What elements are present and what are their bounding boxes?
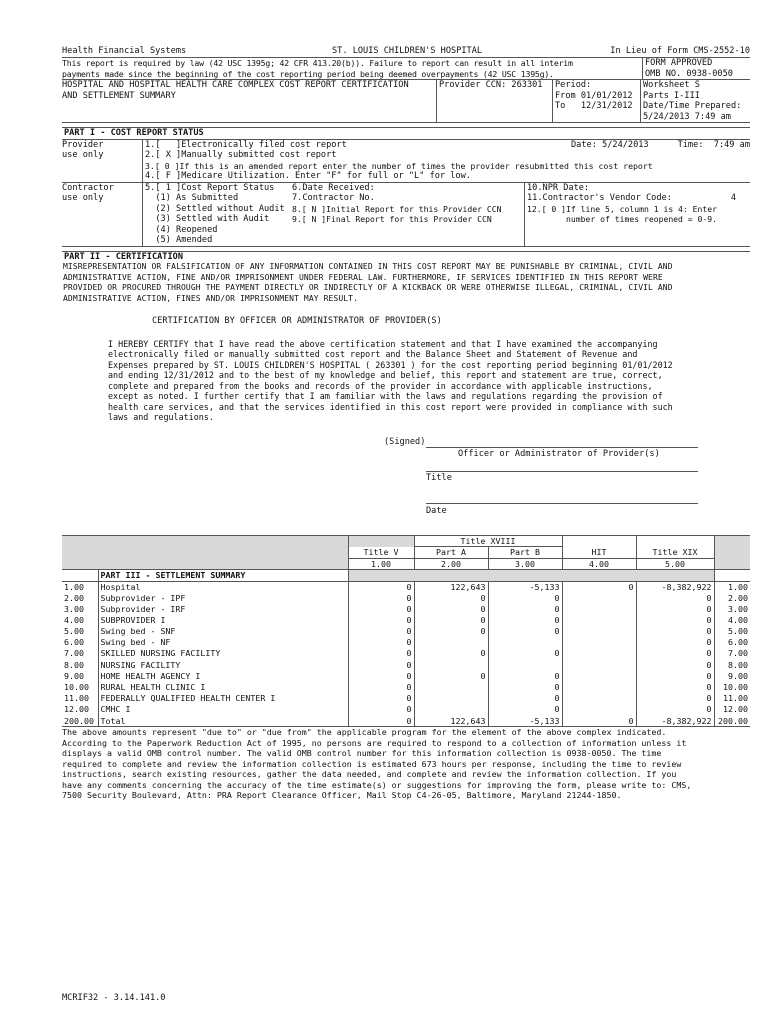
table-group-header [62,535,750,547]
row-description: Total [98,715,348,726]
hit-value: 0 [562,715,636,726]
row-description: RURAL HEALTH CLINIC I [98,682,348,693]
header-row [62,46,750,57]
col-header: Part A [414,547,488,559]
part-b-value [488,659,562,670]
part-a-value: 0 [414,648,488,659]
line-number: 5.00 [64,626,84,637]
paperwork-notice [62,738,750,801]
part1-provider-block [62,140,750,183]
table-col-header [62,547,750,559]
summary-note: The above amounts represent "due to" or "due from" the applicable program for the element of the above complex indicated. [62,726,750,738]
title-xix-value: 0 [636,704,714,715]
col-number: 5.00 [636,558,714,570]
part-a-value: 0 [414,615,488,626]
signed-label: (Signed) [384,436,426,447]
row-description: Swing bed - SNF [98,626,348,637]
line-number-right: 3.00 [714,603,750,614]
contractor-use-label: Contractor [62,182,114,193]
warning-line: MISREPRESENTATION OR FALSIFICATION OF ANY INFORMATION CONTAINED IN THIS COST REPORT MAY BE PUNISHABLE BY CRIMINAL, CIVIL AND [63,262,673,271]
line-number: 4.00 [64,614,84,625]
row-description: NURSING FACILITY [98,659,348,670]
cert-line: and ending 12/31/2012 and to the best of my knowledge and belief, this report and statement are true, correct, [108,370,663,380]
period-label: Period: [555,80,592,90]
table-row [62,659,750,670]
part-a-value: 122,643 [414,715,488,726]
title-xix-value: 0 [636,682,714,693]
line-number-right: 6.00 [714,637,750,648]
contractor-col1-line: (3) Settled with Audit [145,214,270,224]
warning-line: PROVIDED OR PROCURED THROUGH THE PAYMENT DIRECTLY OR INDIRECTLY OF A KICKBACK OR WERE OTHERWISE ILLEGAL, CRIMINAL, CIVIL AND [63,283,673,292]
paperwork-line: 7500 Security Boulevard, Attn: PRA Report Clearance Officer, Mail Stop C4-26-05, Baltimore, Maryland 21244-1850. [62,790,622,801]
title-v-value: 0 [348,671,414,682]
hit-value [562,637,636,648]
contractor-use-label-2: use only [62,193,104,203]
part-a-value [414,637,488,648]
paperwork-line: instructions, search existing resources, gather the data needed, and complete and review the information collection. If you [62,769,677,780]
provider-name: ST. LOUIS CHILDREN'S HOSPITAL [332,46,483,56]
row-description: SUBPROVIDER I [98,615,348,626]
part-a-value [414,682,488,693]
part-a-value: 122,643 [414,581,488,592]
signature-block [62,437,750,535]
line-number: 200.00 [64,715,94,726]
line-number-right: 2.00 [714,592,750,603]
col-header: Title V [348,547,414,559]
cost-report-page [62,46,750,801]
paperwork-line: have any comments concerning the accuracy of the time estimate(s) or suggestions for improving the form, please write to: CMS, [62,779,692,790]
title-v-value: 0 [348,637,414,648]
row-description: Hospital [98,581,348,592]
contractor-col1-line: (4) Reopened [145,224,218,235]
settlement-summary-table [62,535,750,727]
line-number-right: 12.00 [714,704,750,715]
cert-line: except as noted. I further certify that I am familiar with the laws and regulations regarding the provision of [108,391,663,401]
paperwork-line: displays a valid OMB control number. The valid OMB control number for this information collection is 0938-0050. The time [62,748,662,759]
footer-version: MCRIF32 - 3.14.141.0 [62,993,166,1003]
vendor-code-value: 4 [730,193,736,203]
line-number-right: 200.00 [714,715,750,726]
table-row [62,637,750,648]
title-xix-value: -8,382,922 [636,581,714,592]
form-reference: In Lieu of Form CMS-2552-10 [610,46,750,56]
line-number: 9.00 [64,670,84,681]
col-number: 4.00 [562,558,636,570]
col-header: Title XIX [636,547,714,559]
table-row [62,704,750,715]
cert-line: Expenses prepared by ST. LOUIS CHILDREN'S HOSPITAL ( 263301 ) for the cost reporting period beginning 01/01/2012 [108,359,673,370]
warning-line: ADMINISTRATIVE ACTION, FINES AND/OR IMPRISONMENT MAY RESULT. [63,293,358,303]
line-number: 12.00 [64,704,89,715]
row-description: Swing bed - NF [98,637,348,648]
title-v-value: 0 [348,626,414,637]
table-row [62,693,750,704]
date-label: Date [426,505,447,516]
part-b-value: 0 [488,603,562,614]
contractor-col2-line: 9.[ N ]Final Report for this Provider CCN [292,214,492,224]
signature-line[interactable] [426,447,698,448]
cert-body [62,339,750,423]
hit-value [562,626,636,637]
contractor-col2-line: 8.[ N ]Initial Report for this Provider CCN [292,203,502,214]
col-header: HIT [562,547,636,559]
col-number: 3.00 [488,558,562,570]
contractor-col3-line: 12.[ 0 ]If line 5, column 1 is 4: Enter [527,203,718,214]
table-row [62,592,750,603]
title-xix-value: 0 [636,603,714,614]
contractor-col2-line: 7.Contractor No. [292,193,375,203]
status-item-1: 1.[ ]Electronically filed cost report [145,139,347,150]
part-a-value: 0 [414,626,488,637]
vendor-name: Health Financial Systems [62,46,187,56]
table-row [62,671,750,682]
title-label: Title [426,472,452,483]
part-b-value: 0 [488,592,562,603]
line-number: 1.00 [64,581,84,592]
col-header: Part B [488,547,562,559]
part2-heading: PART II - CERTIFICATION [62,251,750,263]
report-subtitle: AND SETTLEMENT SUMMARY [62,90,176,101]
part-a-value [414,693,488,704]
title-v-value: 0 [348,592,414,603]
line-number-right: 7.00 [714,648,750,659]
contractor-col3-line: 11.Contractor's Vendor Code: [527,193,672,203]
line-number: 6.00 [64,637,84,648]
notice-line-2: payments made since the beginning of the cost reporting period being deemed overpayments (42 USC 1395g). [62,68,554,79]
paperwork-line: According to the Paperwork Reduction Act of 1995, no persons are required to respond to a collection of information unless it [62,737,687,748]
hit-value [562,648,636,659]
line-number-right: 11.00 [714,693,750,704]
cert-line: electronically filed or manually submitted cost report and the Balance Sheet and Statement of Revenue and [108,349,638,359]
row-description: SKILLED NURSING FACILITY [98,648,348,659]
period-to: To 12/31/2012 [555,101,633,111]
title-v-value: 0 [348,659,414,670]
hit-value [562,592,636,603]
hit-value [562,671,636,682]
paperwork-line: required to complete and review the information collection is estimated 673 hours per response, including the time to review [62,758,682,769]
line-number: 7.00 [64,648,84,659]
part-a-value: 0 [414,603,488,614]
provider-use-label: Provider [62,139,104,150]
part-a-value: 0 [414,592,488,603]
line-number-right: 1.00 [714,581,750,592]
hit-value [562,682,636,693]
part-b-value: -5,133 [488,581,562,592]
status-item-4: 4.[ F ]Medicare Utilization. Enter "F" for full or "L" for low. [145,171,471,181]
title-xix-value: 0 [636,592,714,603]
cert-line: complete and prepared from the books and records of the provider in accordance with applicable instructions, [108,380,653,391]
notice-line-1: This report is required by law (42 USC 1395g; 42 CFR 413.20(b)). Failure to report can result in all interim [62,58,573,68]
title-xviii-header: Title XVIII [414,535,562,547]
hit-value [562,693,636,704]
title-row [62,79,750,123]
part-b-value: 0 [488,615,562,626]
contractor-col3-line: 10.NPR Date: [527,182,590,193]
part-b-value: 0 [488,693,562,704]
contractor-col1-line: (2) Settled without Audit [145,203,285,214]
row-description: HOME HEALTH AGENCY I [98,671,348,682]
cert-line: health care services, and that the services identified in this cost report were provided in compliance with such [108,401,673,412]
title-v-value: 0 [348,704,414,715]
part1-contractor-block [62,183,750,247]
table-row [62,615,750,626]
table-row [62,581,750,592]
title-xix-value: 0 [636,671,714,682]
table-row [62,603,750,614]
part-b-value: 0 [488,704,562,715]
table-row [62,715,750,726]
line-number-right: 5.00 [714,626,750,637]
contractor-col1-line: (1) As Submitted [145,193,239,203]
part3-heading-row [62,570,750,582]
line-number-right: 4.00 [714,615,750,626]
line-number-right: 10.00 [714,682,750,693]
status-date: Date: 5/24/2013 [571,139,649,150]
part-b-value: 0 [488,626,562,637]
part1-heading: PART I - COST REPORT STATUS [62,127,750,140]
contractor-col3-line: number of times reopened = 0-9. [527,214,718,224]
line-number: 3.00 [64,603,84,614]
title-v-value: 0 [348,581,414,592]
table-row [62,648,750,659]
warning-text [62,262,750,304]
part-a-value [414,659,488,670]
row-description: Subprovider - IPF [98,592,348,603]
part-a-value [414,704,488,715]
title-v-value: 0 [348,603,414,614]
provider-ccn: Provider CCN: 263301 [436,80,552,122]
title-xix-value: 0 [636,659,714,670]
title-xix-value: 0 [636,626,714,637]
cert-line: laws and regulations. [108,412,214,422]
title-v-value: 0 [348,693,414,704]
hit-value [562,603,636,614]
title-v-value: 0 [348,715,414,726]
hit-value [562,704,636,715]
date-prepared-label: Date/Time Prepared: [643,101,742,111]
col-number: 1.00 [348,558,414,570]
part-b-value: -5,133 [488,715,562,726]
hit-value [562,659,636,670]
status-item-2: 2.[ X ]Manually submitted cost report [145,150,337,160]
date-prepared: 5/24/2013 7:49 am [643,111,731,122]
contractor-col1-line: (5) Amended [145,235,213,245]
contractor-col1-line: 5.[ 1 ]Cost Report Status [145,182,275,193]
warning-line: ADMINISTRATIVE ACTION, FINE AND/OR IMPRISONMENT UNDER FEDERAL LAW. FURTHERMORE, IF SERVICES IDENTIFIED IN THIS REPORT WERE [63,272,663,282]
provider-use-label-2: use only [62,150,104,160]
title-xix-value: -8,382,922 [636,715,714,726]
worksheet-parts: Parts I-III [643,90,700,101]
hit-value [562,615,636,626]
title-v-value: 0 [348,682,414,693]
part-b-value [488,637,562,648]
col-number: 2.00 [414,558,488,570]
title-v-value: 0 [348,615,414,626]
report-title: HOSPITAL AND HOSPITAL HEALTH CARE COMPLEX COST REPORT CERTIFICATION [62,80,409,90]
part3-heading: PART III - SETTLEMENT SUMMARY [98,570,348,582]
hit-value: 0 [562,581,636,592]
row-description: FEDERALLY QUALIFIED HEALTH CENTER I [98,693,348,704]
cert-title: CERTIFICATION BY OFFICER OR ADMINISTRATOR OF PROVIDER(S) [152,316,442,326]
title-xix-value: 0 [636,615,714,626]
period-from: From 01/01/2012 [555,90,633,101]
title-xix-value: 0 [636,648,714,659]
table-row [62,626,750,637]
line-number: 11.00 [64,693,89,704]
line-number: 2.00 [64,592,84,603]
part-b-value: 0 [488,682,562,693]
table-col-numbers [62,558,750,570]
title-v-value: 0 [348,648,414,659]
table-row [62,682,750,693]
contractor-col2-line: 6.Date Received: [292,182,375,193]
status-time: Time: 7:49 am [677,139,750,150]
officer-label: Officer or Administrator of Provider(s) [458,448,660,459]
line-number-right: 8.00 [714,659,750,670]
title-xix-value: 0 [636,693,714,704]
row-description: CMHC I [98,704,348,715]
line-number: 8.00 [64,659,84,670]
date-line[interactable] [426,503,698,504]
title-xix-value: 0 [636,637,714,648]
part-b-value: 0 [488,671,562,682]
line-number-right: 9.00 [714,671,750,682]
title-line[interactable] [426,471,698,472]
omb-number: OMB NO. 0938-0050 [645,68,733,79]
status-item-3: 3.[ 0 ]If this is an amended report enter the number of times the provider resubmitted this cost report [145,160,653,171]
line-number: 10.00 [64,682,89,693]
part-a-value: 0 [414,671,488,682]
worksheet-id: Worksheet S [643,80,700,90]
row-description: Subprovider - IRF [98,603,348,614]
cert-line: I HEREBY CERTIFY that I have read the above certification statement and that I have examined the accompanying [108,338,658,349]
form-approved: FORM APPROVED [645,58,713,68]
part-b-value: 0 [488,648,562,659]
notice-row [62,57,750,79]
